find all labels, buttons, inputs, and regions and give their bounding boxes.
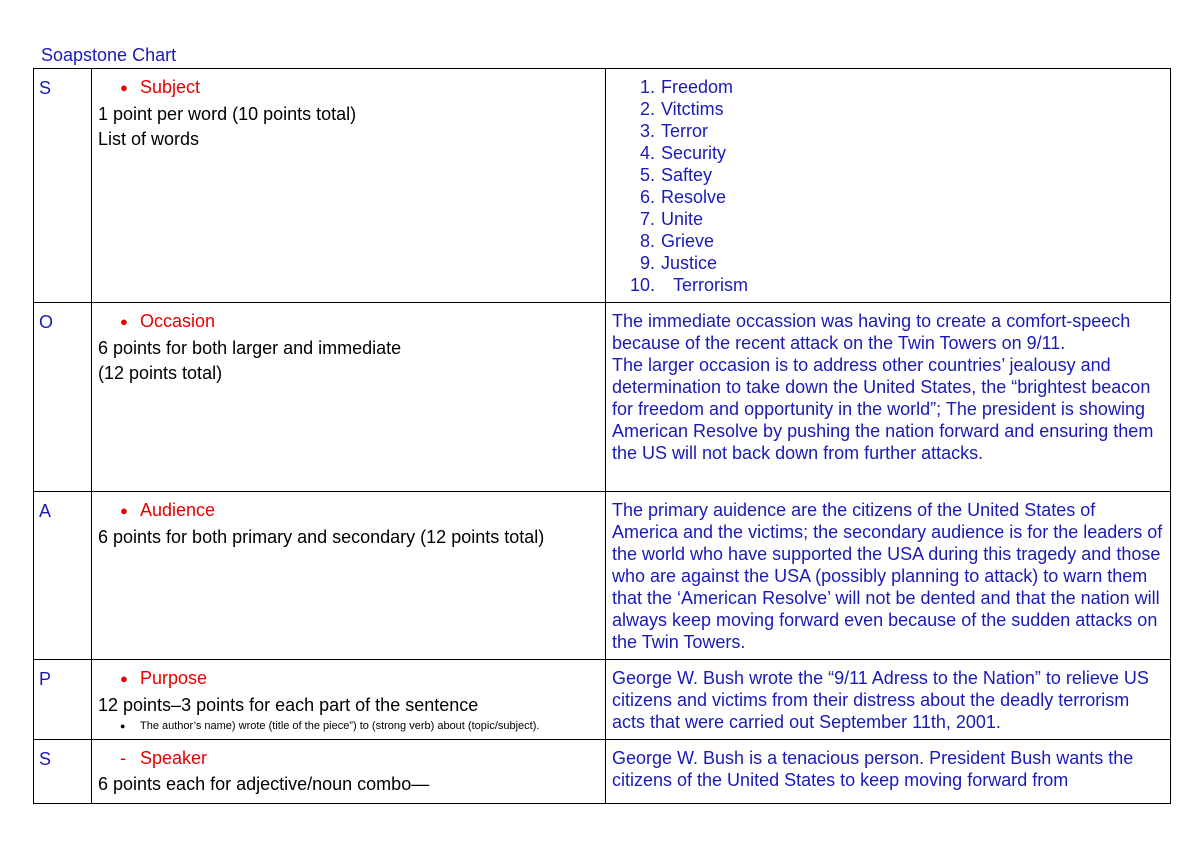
description-cell (92, 660, 606, 740)
row-heading (98, 667, 599, 690)
list-item: 6. Resolve (639, 187, 727, 207)
letter-cell (34, 69, 92, 303)
dash-icon: - (120, 748, 126, 768)
row-heading (98, 499, 599, 522)
list-item: 8. Grieve (639, 231, 715, 251)
instruction-line: (12 points total) (98, 363, 223, 383)
list-item: 4. Security (639, 143, 727, 163)
instruction-line: 1 point per word (10 points total) (98, 104, 357, 124)
letter-cell (34, 492, 92, 660)
list-item: 10. Terrorism (629, 275, 748, 295)
response-text: George W. Bush wrote the “9/11 Adress to the Nation” to relieve US citizens and victims from their distress about the deadly terrorism acts that were carried out September 11th, 2001. (612, 668, 1149, 732)
description-cell (92, 740, 606, 804)
list-item: 9. Justice (639, 253, 718, 273)
list-item: 2. Vitctims (639, 99, 724, 119)
instruction-line: 12 points–3 points for each part of the sentence (98, 695, 479, 715)
response-text: The immediate occassion was having to create a comfort-speech because of the recent attack on the Twin Towers on 9/11. (612, 311, 1131, 353)
instruction-line: List of words (98, 129, 200, 149)
row-heading (98, 310, 599, 333)
instruction-line: 6 points for both primary and secondary (12 points total) (98, 527, 545, 547)
response-cell (606, 492, 1171, 660)
row-letter: P (39, 669, 52, 689)
letter-cell (34, 303, 92, 492)
list-item: 7. Unite (639, 209, 704, 229)
heading-label: Purpose (140, 668, 208, 688)
response-cell (606, 660, 1171, 740)
description-cell (92, 69, 606, 303)
bullet-icon: ● (120, 314, 128, 329)
bullet-icon: ● (120, 503, 128, 518)
response-cell (606, 303, 1171, 492)
instruction-line: 6 points for both larger and immediate (98, 338, 402, 358)
table-row-audience (34, 492, 1171, 660)
heading-label: Occasion (140, 311, 216, 331)
list-item: 1. Freedom (639, 77, 734, 97)
sub-bullet-text: The author’s name) wrote (title of the piece”) to (strong verb) about (topic/subject). (140, 720, 540, 732)
table-row-purpose (34, 660, 1171, 740)
row-letter: A (39, 501, 52, 521)
table-row-occasion (34, 303, 1171, 492)
word-list (612, 76, 1164, 302)
row-letter: O (39, 312, 54, 332)
sub-bullet (98, 719, 599, 733)
instruction-line: 6 points each for adjective/noun combo— (98, 774, 430, 794)
page-title: Soapstone Chart (41, 45, 177, 65)
row-letter: S (39, 749, 52, 769)
bullet-icon: ● (120, 671, 128, 686)
soapstone-table (33, 68, 1171, 804)
response-text: George W. Bush is a tenacious person. President Bush wants the citizens of the United States to keep moving forward from (612, 748, 1134, 790)
list-item: 3. Terror (639, 121, 709, 141)
heading-label: Audience (140, 500, 216, 520)
heading-label: Speaker (140, 748, 208, 768)
table-row-speaker (34, 740, 1171, 804)
response-cell (606, 740, 1171, 804)
response-cell (606, 69, 1171, 303)
response-text: The primary auidence are the citizens of the United States of America and the victims; the secondary audience is for the leaders of the world who have supported the USA during this tragedy and those who are against the USA (possibly planning to attack) to warn them that the ‘American Resolve’ will not be dented and that the nation will always keep moving forward even because of the sudden attacks on the Twin Towers. (612, 500, 1163, 652)
table-row-subject (34, 69, 1171, 303)
heading-label: Subject (140, 77, 201, 97)
description-cell (92, 303, 606, 492)
list-item: 5. Saftey (639, 165, 713, 185)
letter-cell (34, 740, 92, 804)
letter-cell (34, 660, 92, 740)
bullet-icon: ● (120, 80, 128, 95)
row-heading (98, 76, 599, 99)
bullet-icon: ● (120, 721, 126, 731)
row-letter: S (39, 78, 52, 98)
description-cell (92, 492, 606, 660)
response-text: The larger occasion is to address other countries’ jealousy and determination to take down the United States, the “brightest beacon for freedom and opportunity in the world”; The president is showing American Resolve by pushing the nation forward and ensuring them the US will not back down from further attacks. (612, 355, 1154, 463)
row-heading (98, 747, 599, 769)
